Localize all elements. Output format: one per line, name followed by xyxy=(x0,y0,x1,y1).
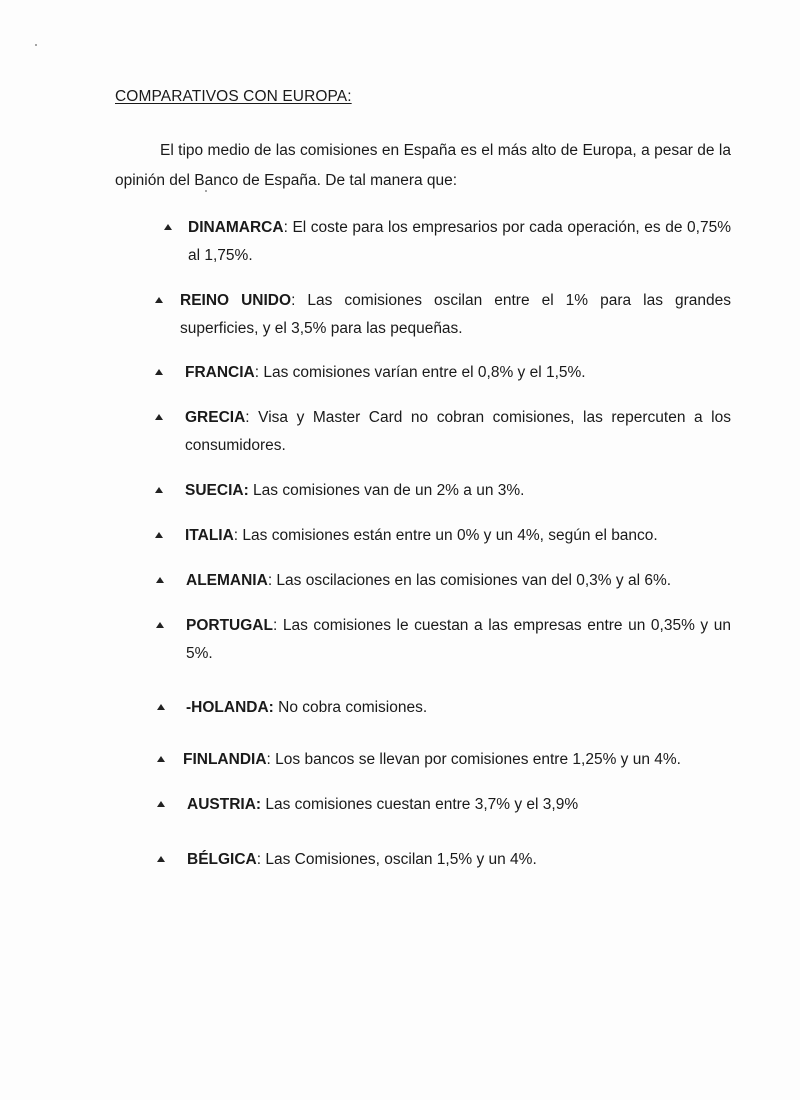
intro-paragraph: El tipo medio de las comisiones en España es el más alto de Europa, a pesar de la opinión del Banco de España. De tal manera que: xyxy=(115,142,731,189)
list-item xyxy=(183,746,731,774)
triangle-up-icon xyxy=(155,532,163,538)
commission-description: Las comisiones están entre un 0% y un 4%, según el banco. xyxy=(238,527,658,544)
country-name: REINO UNIDO xyxy=(180,292,292,309)
scan-speck xyxy=(35,44,37,46)
triangle-up-icon xyxy=(157,856,165,862)
commission-description: Las comisiones le cuestan a las empresas entre un 0,35% y un 5%. xyxy=(186,617,731,662)
country-separator: : xyxy=(291,292,296,309)
triangle-up-icon xyxy=(155,487,163,493)
country-separator: : xyxy=(267,572,273,589)
triangle-up-icon xyxy=(155,297,163,303)
country-name: BÉLGICA xyxy=(187,851,257,868)
commission-description: El coste para los empresarios por cada operación, es de 0,75% al 1,75%. xyxy=(188,219,731,264)
triangle-up-icon xyxy=(155,369,163,375)
triangle-up-icon xyxy=(157,801,165,807)
list-item xyxy=(186,567,731,595)
country-separator: : xyxy=(283,219,288,236)
country-name: SUECIA: xyxy=(185,482,249,499)
triangle-up-icon xyxy=(156,622,164,628)
country-name: PORTUGAL xyxy=(186,617,273,634)
triangle-up-icon xyxy=(157,704,165,710)
list-item xyxy=(186,694,731,722)
list-item xyxy=(188,214,731,270)
commission-description: Las comisiones varían entre el 0,8% y el 1,5%. xyxy=(259,364,586,381)
commission-description: No cobra comisiones. xyxy=(273,699,428,716)
list-item xyxy=(185,404,731,460)
commission-description: Las oscilaciones en las comisiones van del 0,3% y al 6%. xyxy=(272,572,672,589)
country-name: FRANCIA xyxy=(185,364,255,381)
commission-description: Las Comisiones, oscilan 1,5% y un 4%. xyxy=(261,851,537,868)
list-item xyxy=(185,522,731,550)
scan-speck xyxy=(205,190,207,192)
triangle-up-icon xyxy=(155,414,163,420)
country-separator: : xyxy=(256,851,262,868)
country-separator: : xyxy=(233,527,239,544)
country-name: ITALIA xyxy=(185,527,234,544)
country-name: GRECIA xyxy=(185,409,246,426)
list-item xyxy=(180,287,731,343)
triangle-up-icon xyxy=(156,577,164,583)
commission-description: Las comisiones cuestan entre 3,7% y el 3,9% xyxy=(261,796,579,813)
section-heading: COMPARATIVOS CON EUROPA: xyxy=(115,88,352,105)
country-name: FINLANDIA xyxy=(183,751,267,768)
country-name: -HOLANDA: xyxy=(186,699,274,716)
country-separator: : xyxy=(272,617,278,634)
country-name: DINAMARCA xyxy=(188,219,284,236)
country-name: AUSTRIA: xyxy=(187,796,262,813)
list-item xyxy=(187,846,731,874)
country-separator: : xyxy=(245,409,250,426)
commission-description: Las comisiones oscilan entre el 1% para las grandes superficies, y el 3,5% para las pequeñas. xyxy=(180,292,731,337)
country-separator: : xyxy=(266,751,271,768)
list-item xyxy=(186,612,731,668)
country-separator: : xyxy=(254,364,260,381)
list-item xyxy=(185,477,731,505)
commission-description: Visa y Master Card no cobran comisiones, las repercuten a los consumidores. xyxy=(185,409,731,454)
triangle-up-icon xyxy=(164,224,172,230)
country-name: ALEMANIA xyxy=(186,572,268,589)
triangle-up-icon xyxy=(157,756,165,762)
commission-description: Las comisiones van de un 2% a un 3%. xyxy=(248,482,525,499)
list-item xyxy=(187,791,731,819)
commission-description: Los bancos se llevan por comisiones entre 1,25% y un 4%. xyxy=(270,751,681,768)
list-item xyxy=(185,359,731,387)
